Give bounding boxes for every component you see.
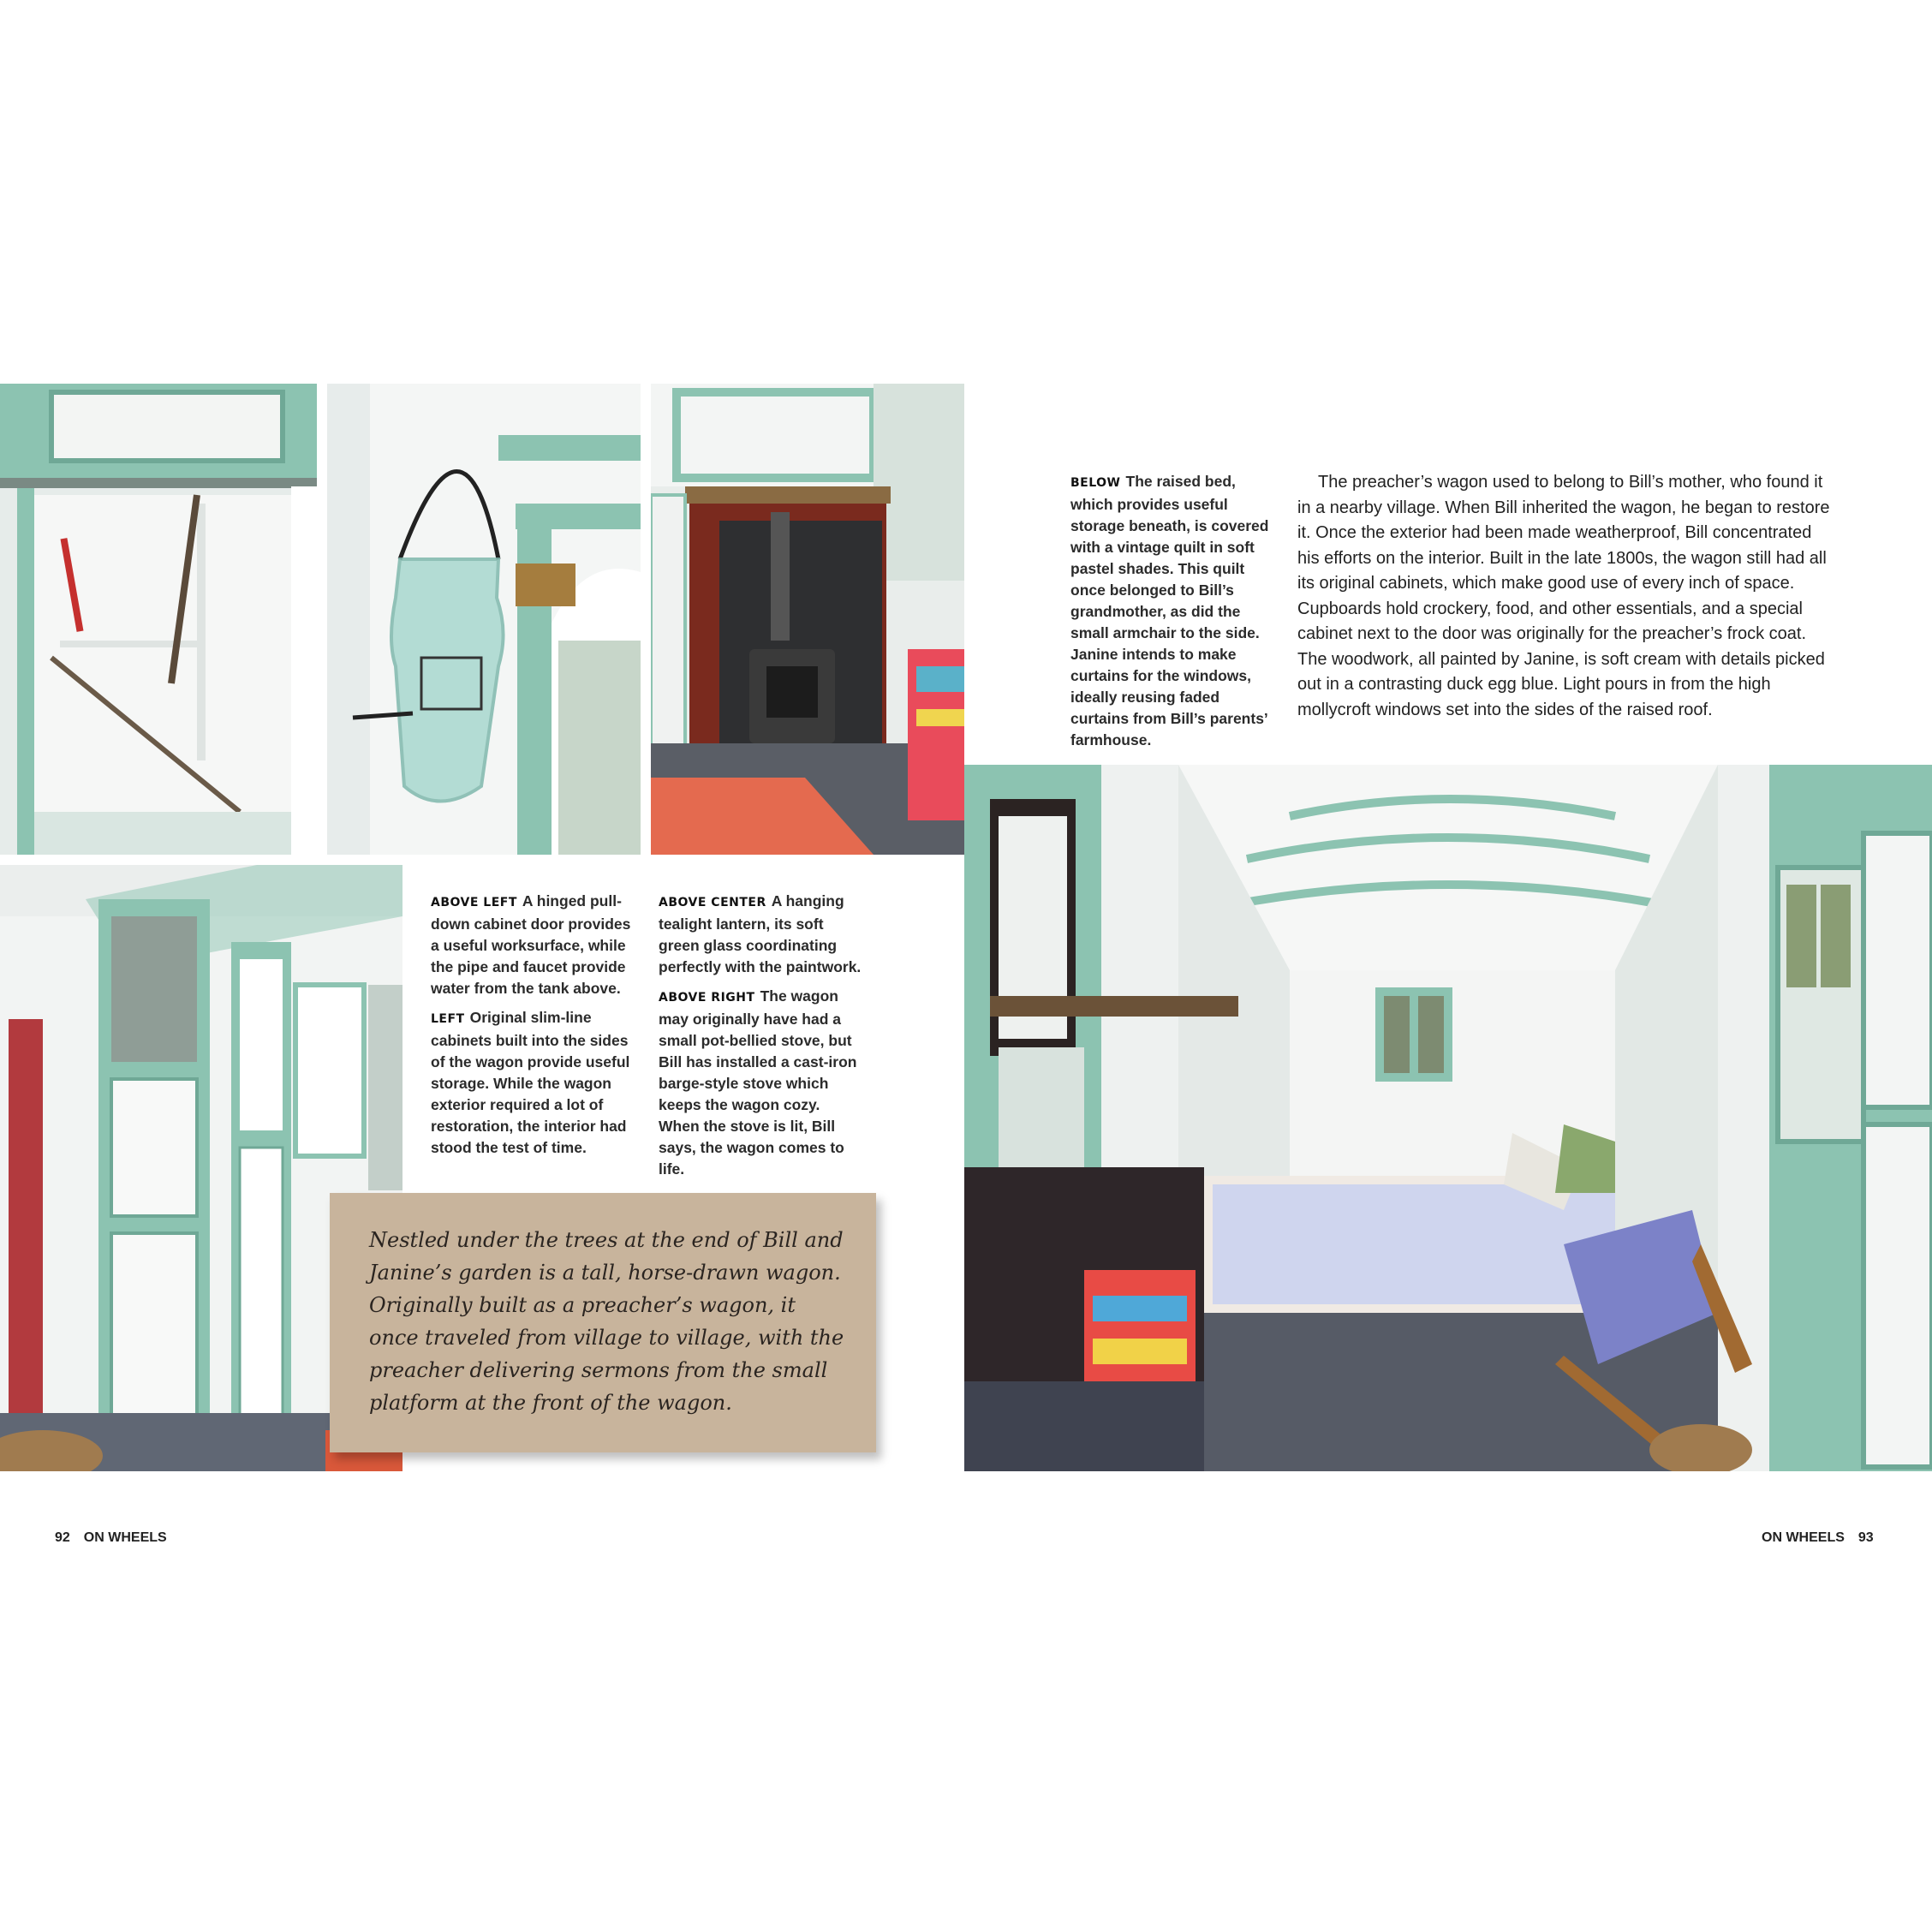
article-body bbox=[1297, 470, 1837, 723]
folio-right bbox=[1762, 1530, 1887, 1546]
pullquote-card bbox=[330, 1193, 876, 1452]
body-paragraph: The preacher’s wagon used to belong to Bill’s mother, who found it in a nearby village. When Bill inherited the wagon, he began to restore it. Once the exterior had been made weatherproof, Bill concentrated his efforts on the interior. Built in the late 1800s, the wagon still had all its original cabinets, which make good use of every inch of space. Cupboards hold crockery, food, and other essentials, and a special cabinet next to the door was originally for the preacher’s frock coat. The woodwork, all painted by Janine, is soft cream with details picked out in a contrasting duck egg blue. Light pours in from the high mollycroft windows set into the sides of the raised roof. bbox=[1297, 473, 1830, 719]
folio-left bbox=[41, 1530, 167, 1546]
photo-wood-stove bbox=[651, 384, 964, 855]
section-title: ON WHEELS bbox=[83, 1530, 167, 1545]
caption-label: ABOVE LEFT bbox=[431, 896, 517, 909]
caption-label: ABOVE RIGHT bbox=[659, 991, 755, 1005]
photo-hanging-lantern bbox=[327, 384, 641, 855]
caption-above-left bbox=[431, 891, 641, 999]
pullquote-text: Nestled under the trees at the end of Bill and Janine’s garden is a tall, horse-drawn wagon. Originally built as a preacher’s wagon, it once traveled from village to village, with the preacher delivering sermons from the small platform at the front of the wagon. bbox=[369, 1228, 844, 1415]
caption-column-left bbox=[431, 891, 641, 1166]
caption-below bbox=[1070, 471, 1272, 759]
caption-column-right bbox=[659, 891, 862, 1188]
caption-label: LEFT bbox=[431, 1012, 465, 1026]
caption-above-center bbox=[659, 891, 862, 978]
photo-wagon-interior-bed bbox=[964, 765, 1932, 1471]
caption-left bbox=[431, 1007, 641, 1159]
page-number: 92 bbox=[55, 1530, 70, 1545]
page-number: 93 bbox=[1857, 1530, 1874, 1545]
caption-text: The wagon may originally have had a small pot-bellied stove, but Bill has installed a cast-iron barge-style stove which keeps the wagon cozy. When the stove is lit, Bill says, the wagon comes to life. bbox=[659, 987, 857, 1178]
caption-text: A hanging tealight lantern, its soft green glass coordinating perfectly with the paintwork. bbox=[659, 892, 862, 975]
photo-pulldown-cabinet bbox=[0, 384, 317, 855]
caption-text: Original slim-line cabinets built into the sides of the wagon provide useful storage. While the wagon exterior required a lot of restoration, the interior had stood the test of time. bbox=[431, 1009, 630, 1156]
caption-label: ABOVE CENTER bbox=[659, 896, 766, 909]
caption-label: BELOW bbox=[1070, 476, 1121, 490]
caption-above-right bbox=[659, 986, 862, 1180]
caption-text: A hinged pull-down cabinet door provides a useful worksurface, while the pipe and faucet provide water from the tank above. bbox=[431, 892, 631, 997]
section-title: ON WHEELS bbox=[1762, 1530, 1845, 1545]
caption-text: The raised bed, which provides useful storage beneath, is covered with a vintage quilt in soft pastel shades. This quilt once belonged to Bill’s grandmother, as did the small armchair to the side. Janine intends to make curtains for the windows, ideally reusing faded curtains from Bill’s parents’ farmhouse. bbox=[1070, 473, 1269, 748]
